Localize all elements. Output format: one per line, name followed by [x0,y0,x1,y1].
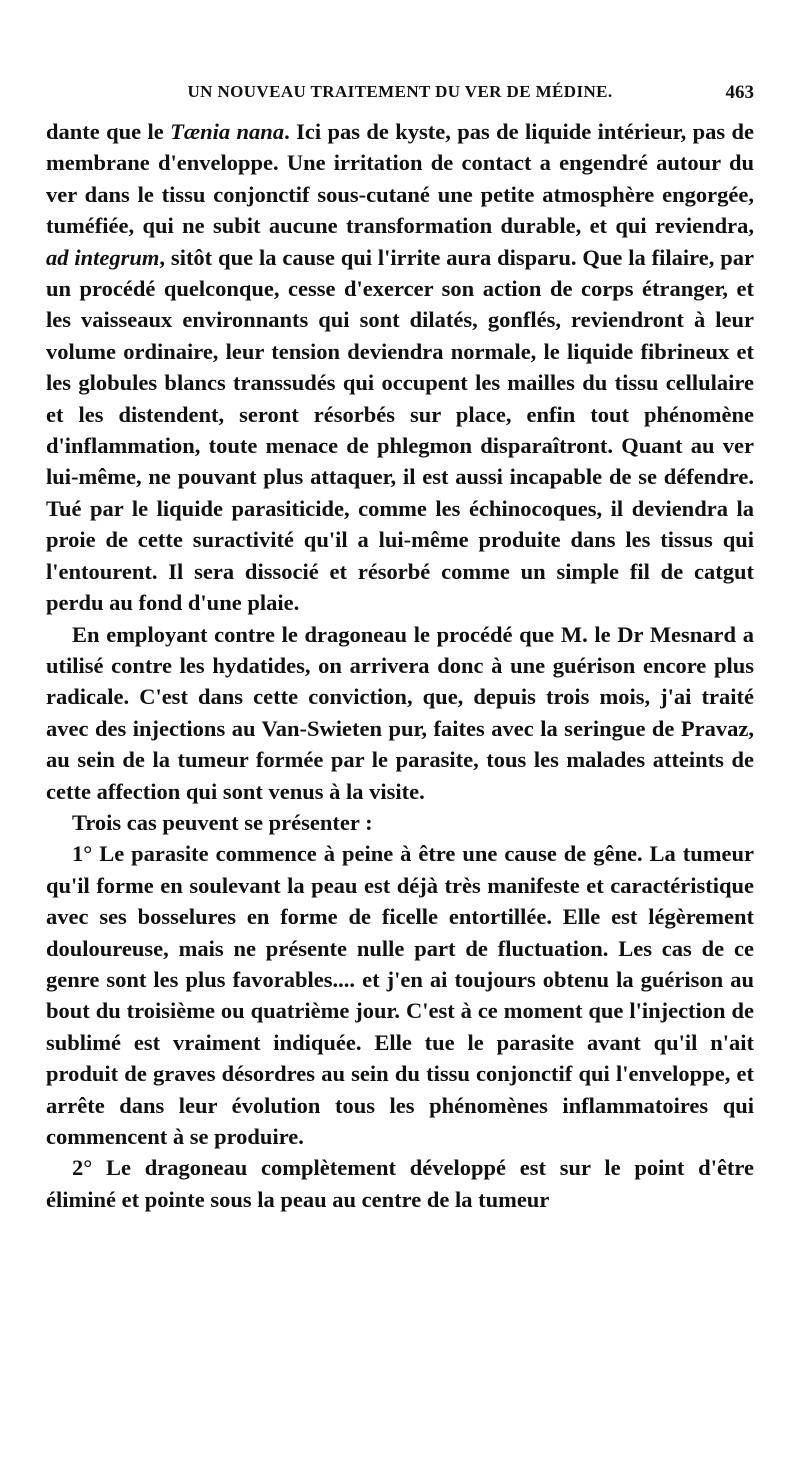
text-segment: , sitôt que la cause qui l'irrite aura disparu. Que la filaire, par un procédé quelconque, cesse d'exercer son action de corps étranger, et les vaisseaux environnants qui sont dilatés, gonflés, reviendront à leur volume ordinaire, leur tension deviendra normale, le liquide fibrineux et les globules blancs transsudés qui occupent les mailles du tissu cellulaire et les distendent, seront résorbés sur place, enfin tout phénomène d'inflammation, toute menace de phlegmon disparaîtront. Quant au ver lui-même, ne pouvant plus attaquer, il est aussi incapable de se défendre. Tué par le liquide parasiticide, comme les échinocoques, il deviendra la proie de cette suractivité qu'il a lui-même produite dans les tissus qui l'entourent. Il sera dissocié et résorbé comme un simple fil de catgut perdu au fond d'une plaie. [46,244,754,616]
text-segment: 2° Le dragoneau complètement développé est sur le point d'être éliminé et pointe sous la peau au centre de la tumeur [46,1155,754,1212]
running-title: UN NOUVEAU TRAITEMENT DU VER DE MÉDINE. [187,82,613,101]
text-segment: En employant contre le dragoneau le procédé que M. le Dr Mesnard a utilisé contre les hydatides, on arrivera donc à une guérison encore plus radicale. C'est dans cette conviction, que, depuis trois mois, j'ai traité avec des injections au Van-Swieten pur, faites avec la seringue de Pravaz, au sein de la tumeur formée par le parasite, tous les malades atteints de cette affection qui sont venus à la visite. [46,621,754,804]
paragraph-3 [46,807,754,838]
page-number: 463 [725,82,754,103]
text-segment: 1° Le parasite commence à peine à être une cause de gêne. La tumeur qu'il forme en soulevant la peau est déjà très manifeste et caractéristique avec ses bosselures en forme de ficelle entortillée. Elle est légèrement douloureuse, mais ne présente nulle part de fluctuation. Les cas de ce genre sont les plus favorables.... et j'en ai toujours obtenu la guérison au bout du troisième ou quatrième jour. C'est à ce moment que l'injection de sublimé est vraiment indiquée. Elle tue le parasite avant qu'il n'ait produit de graves désordres au sein du tissu conjonctif qui l'enveloppe, et arrête dans leur évolution tous les phénomènes inflammatoires qui commencent à se produire. [46,841,754,1149]
running-header [46,80,754,114]
italic-term-taenia-nana: Tænia nana [170,119,285,144]
book-page [46,0,754,1470]
text-segment: . Ici pas de kyste, pas de liquide intérieur, pas de membrane d'enveloppe. Une irritation de contact a engendré autour du ver dans le tissu conjonctif sous-cutané une petite atmosphère engorgée, tuméfiée, qui ne subit aucune transformation durable, et qui reviendra, [46,119,754,239]
paragraph-2 [46,619,754,807]
italic-term-ad-integrum: ad integrum [46,244,160,270]
body-text [46,116,754,1215]
paragraph-4 [46,838,754,1152]
text-segment: dante que le [46,119,171,144]
text-segment: Trois cas peuvent se présenter : [72,809,373,835]
paragraph-5 [46,1152,754,1215]
paragraph-1 [46,116,754,619]
